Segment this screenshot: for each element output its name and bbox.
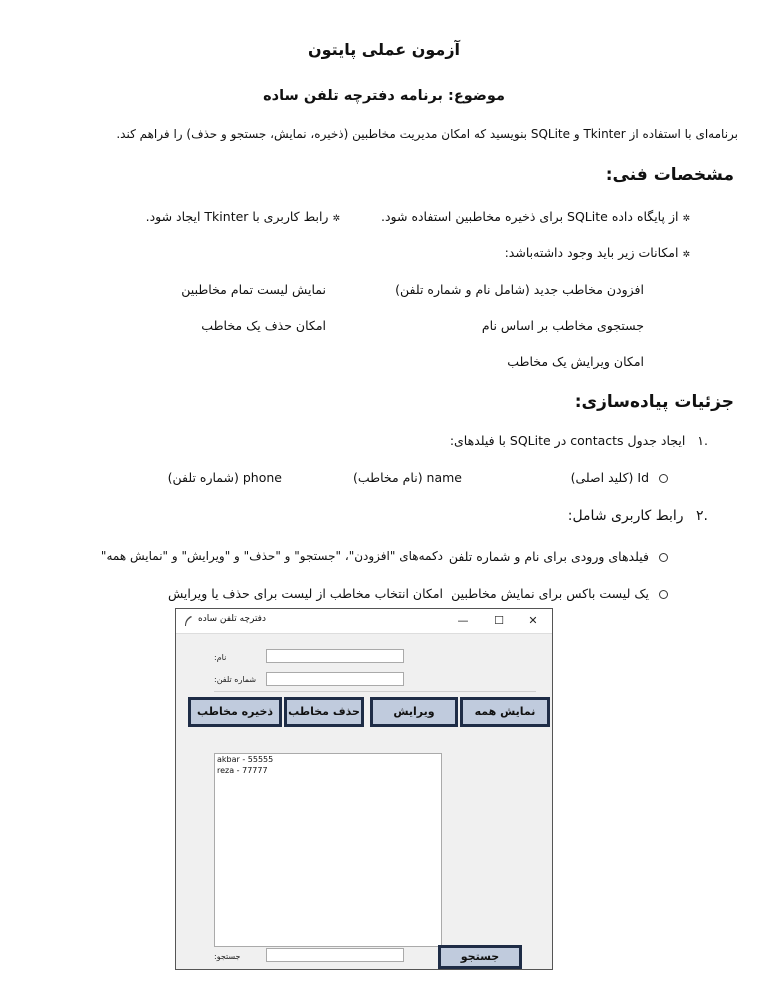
spec-features	[505, 245, 690, 260]
search-button[interactable]: جستجو	[438, 945, 522, 969]
show-all-button[interactable]: نمایش همه	[460, 697, 550, 727]
window-title: دفترچه تلفن ساده	[198, 614, 266, 624]
feature-add: افزودن مخاطب جدید (شامل نام و شماره تلفن)	[395, 282, 644, 297]
step-2-text: رابط کاربری شامل:	[567, 508, 684, 524]
close-icon[interactable]: ✕	[528, 614, 538, 627]
maximize-icon[interactable]: ☐	[494, 614, 504, 627]
step-1-number: .۱	[697, 433, 708, 448]
ui-inputs	[449, 549, 668, 564]
step-1	[450, 433, 708, 448]
step-2	[568, 508, 708, 524]
delete-contact-button[interactable]: حذف مخاطب	[284, 697, 364, 727]
field-id	[571, 470, 668, 485]
feature-search: جستجوی مخاطب بر اساس نام	[481, 318, 644, 333]
spec-ui	[146, 209, 340, 224]
spec-features-text: امکانات زیر باید وجود داشته‌باشد:	[504, 245, 679, 260]
feature-list: نمایش لیست تمام مخاطبین	[181, 282, 326, 297]
spec-db	[381, 209, 690, 224]
field-id-text: Id (کلید اصلی)	[570, 470, 650, 485]
name-label: :نام	[214, 653, 227, 662]
bullet-icon: ✲	[332, 214, 340, 224]
divider	[214, 691, 536, 692]
circle-bullet-icon	[659, 590, 668, 599]
contacts-listbox[interactable]	[214, 753, 442, 947]
step-2-number: .۲	[696, 508, 708, 524]
window-titlebar	[176, 609, 552, 634]
circle-bullet-icon	[659, 474, 668, 483]
doc-title: آزمون عملی پایتون	[307, 40, 461, 59]
minimize-icon[interactable]: —	[457, 614, 469, 627]
bullet-icon: ✲	[682, 214, 690, 224]
ui-listbox	[451, 586, 668, 601]
name-input[interactable]	[266, 649, 404, 663]
ui-inputs-text: فیلدهای ورودی برای نام و شماره تلفن	[448, 549, 650, 564]
app-window	[175, 608, 553, 970]
specs-heading: مشخصات فنی:	[605, 165, 734, 185]
search-input[interactable]	[266, 948, 404, 962]
impl-heading: جزئیات پیاده‌سازی:	[574, 392, 734, 412]
feature-delete: امکان حذف یک مخاطب	[201, 318, 326, 333]
search-label: :جستجو	[214, 952, 241, 961]
spec-ui-text: رابط کاربری با Tkinter ایجاد شود.	[145, 209, 329, 224]
list-item[interactable]: akbar - 55555	[217, 755, 274, 764]
phone-label: :شماره تلفن	[214, 675, 257, 684]
edit-button[interactable]: ویرایش	[370, 697, 458, 727]
spec-db-text: از پایگاه داده SQLite برای ذخیره مخاطبین استفاده شود.	[381, 209, 679, 224]
doc-subtitle: موضوع: برنامه دفترچه تلفن ساده	[263, 88, 505, 104]
step-1-text: ایجاد جدول contacts در SQLite با فیلدهای:	[449, 433, 686, 448]
feature-edit: امکان ویرایش یک مخاطب	[507, 354, 644, 369]
list-item[interactable]: reza - 77777	[217, 766, 268, 775]
bullet-icon: ✲	[682, 250, 690, 260]
ui-listbox-text: یک لیست باکس برای نمایش مخاطبین	[451, 586, 650, 601]
save-contact-button[interactable]: ذخیره مخاطب	[188, 697, 282, 727]
circle-bullet-icon	[659, 553, 668, 562]
field-phone: phone (شماره تلفن)	[167, 470, 282, 485]
field-name: name (نام مخاطب)	[353, 470, 462, 485]
ui-buttons: دکمه‌های "افزودن"، "جستجو" و "حذف" و "ویرایش" و "نمایش همه"	[100, 549, 443, 563]
phone-input[interactable]	[266, 672, 404, 686]
intro-paragraph: برنامه‌ای با استفاده از Tkinter و SQLite بنویسید که امکان مدیریت مخاطبین (ذخیره، نمایش، جستجو و حذف) را فراهم کند.	[116, 127, 738, 141]
ui-select: امکان انتخاب مخاطب از لیست برای حذف یا ویرایش	[168, 586, 443, 601]
